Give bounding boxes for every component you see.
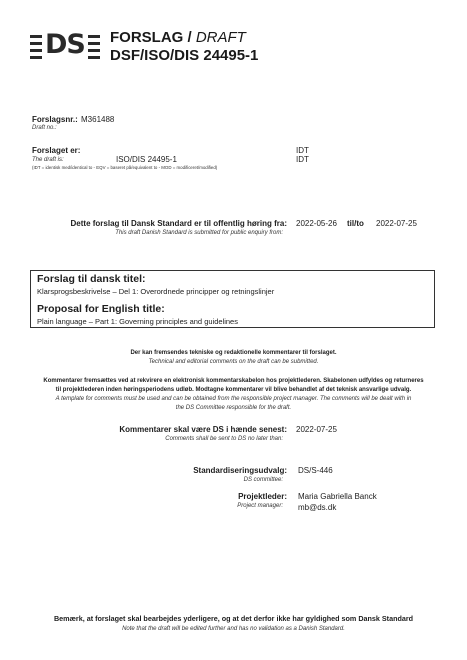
deadline-label-en: Comments shall be sent to DS no later than: bbox=[165, 436, 283, 442]
english-title-heading: Proposal for English title: bbox=[37, 303, 165, 315]
committee-label: Standardiseringsudvalg: bbox=[193, 466, 287, 475]
project-manager-name: Maria Gabriella Banck bbox=[298, 492, 377, 501]
deadline-value: 2022-07-25 bbox=[296, 425, 337, 434]
draft-heading-italic: DRAFT bbox=[195, 29, 246, 46]
danish-title: Klarsprogsbeskrivelse – Del 1: Overordnede principper og retningslinjer bbox=[37, 287, 275, 296]
proposal-is-idt-top: IDT bbox=[296, 146, 309, 155]
comments-info-line2-en-b: the DS Committee responsible for the draft. bbox=[175, 405, 292, 411]
draft-heading bbox=[110, 29, 246, 46]
hearing-label: Dette forslag til Dansk Standard er til offentlig høring fra: bbox=[70, 219, 287, 228]
project-manager-label: Projektleder: bbox=[238, 492, 287, 501]
comments-info-line1-en: Technical and editorial comments on the draft can be submitted. bbox=[148, 359, 319, 365]
proposal-is-label: Forslaget er: bbox=[32, 146, 81, 155]
comments-info-line2-en-a: A template for comments must be used and can be obtained from the responsible project manager. The comments will be dealt with in bbox=[55, 396, 412, 402]
project-manager-label-en: Project manager: bbox=[237, 503, 283, 509]
danish-title-heading: Forslag til dansk titel: bbox=[37, 273, 146, 285]
deadline-label: Kommentarer skal være DS i hænde senest: bbox=[119, 425, 287, 434]
proposal-number-label: Forslagsnr.: bbox=[32, 115, 78, 124]
proposal-number-value: M361488 bbox=[81, 115, 115, 124]
project-manager-email[interactable]: mb@ds.dk bbox=[298, 503, 337, 512]
ds-logo bbox=[30, 29, 102, 60]
committee-value: DS/S-446 bbox=[298, 466, 333, 475]
footer-note-en: Note that the draft will be edited further and has no validation as a Danish Standard. bbox=[122, 626, 345, 632]
hearing-from: 2022-05-26 bbox=[296, 219, 337, 228]
proposal-number-label-en: Draft no.: bbox=[32, 125, 57, 131]
hearing-to: 2022-07-25 bbox=[376, 219, 417, 228]
comments-info-line2a: Kommentarer fremsættes ved at rekvirere en elektronisk kommentarskabelon hos projektlederen. Skabelonen udfyldes og returneres bbox=[43, 378, 424, 384]
hearing-til-label: til/to bbox=[347, 219, 364, 228]
equivalence-legend: (IDT = identisk med/identical to - EQV = baseret på/equivalent to - MOD = modificeret/modified) bbox=[32, 165, 218, 170]
proposal-is-value: ISO/DIS 24495-1 bbox=[116, 155, 177, 164]
proposal-is-label-en: The draft is: bbox=[32, 157, 64, 163]
hearing-label-en: This draft Danish Standard is submitted for public enquiry from: bbox=[115, 230, 283, 236]
committee-label-en: DS committee: bbox=[243, 477, 283, 483]
comments-info-line2b: til projektlederen inden høringsperiodens udløb. Modtagne kommentarer vil blive behandlet af det teknisk ansvarlige udvalg. bbox=[55, 387, 412, 393]
draft-heading-bold: FORSLAG / bbox=[110, 29, 192, 46]
comments-info-line1: Der kan fremsendes tekniske og redaktionelle kommentarer til forslaget. bbox=[130, 350, 337, 356]
english-title: Plain language – Part 1: Governing principles and guidelines bbox=[37, 317, 238, 326]
logo-text: DS bbox=[45, 29, 85, 60]
standard-number-heading: DSF/ISO/DIS 24495-1 bbox=[110, 47, 259, 64]
proposal-is-idt-bottom: IDT bbox=[296, 155, 309, 164]
title-box bbox=[30, 270, 435, 328]
footer-note: Bemærk, at forslaget skal bearbejdes yderligere, og at det derfor ikke har gyldighed som Dansk Standard bbox=[53, 614, 414, 623]
